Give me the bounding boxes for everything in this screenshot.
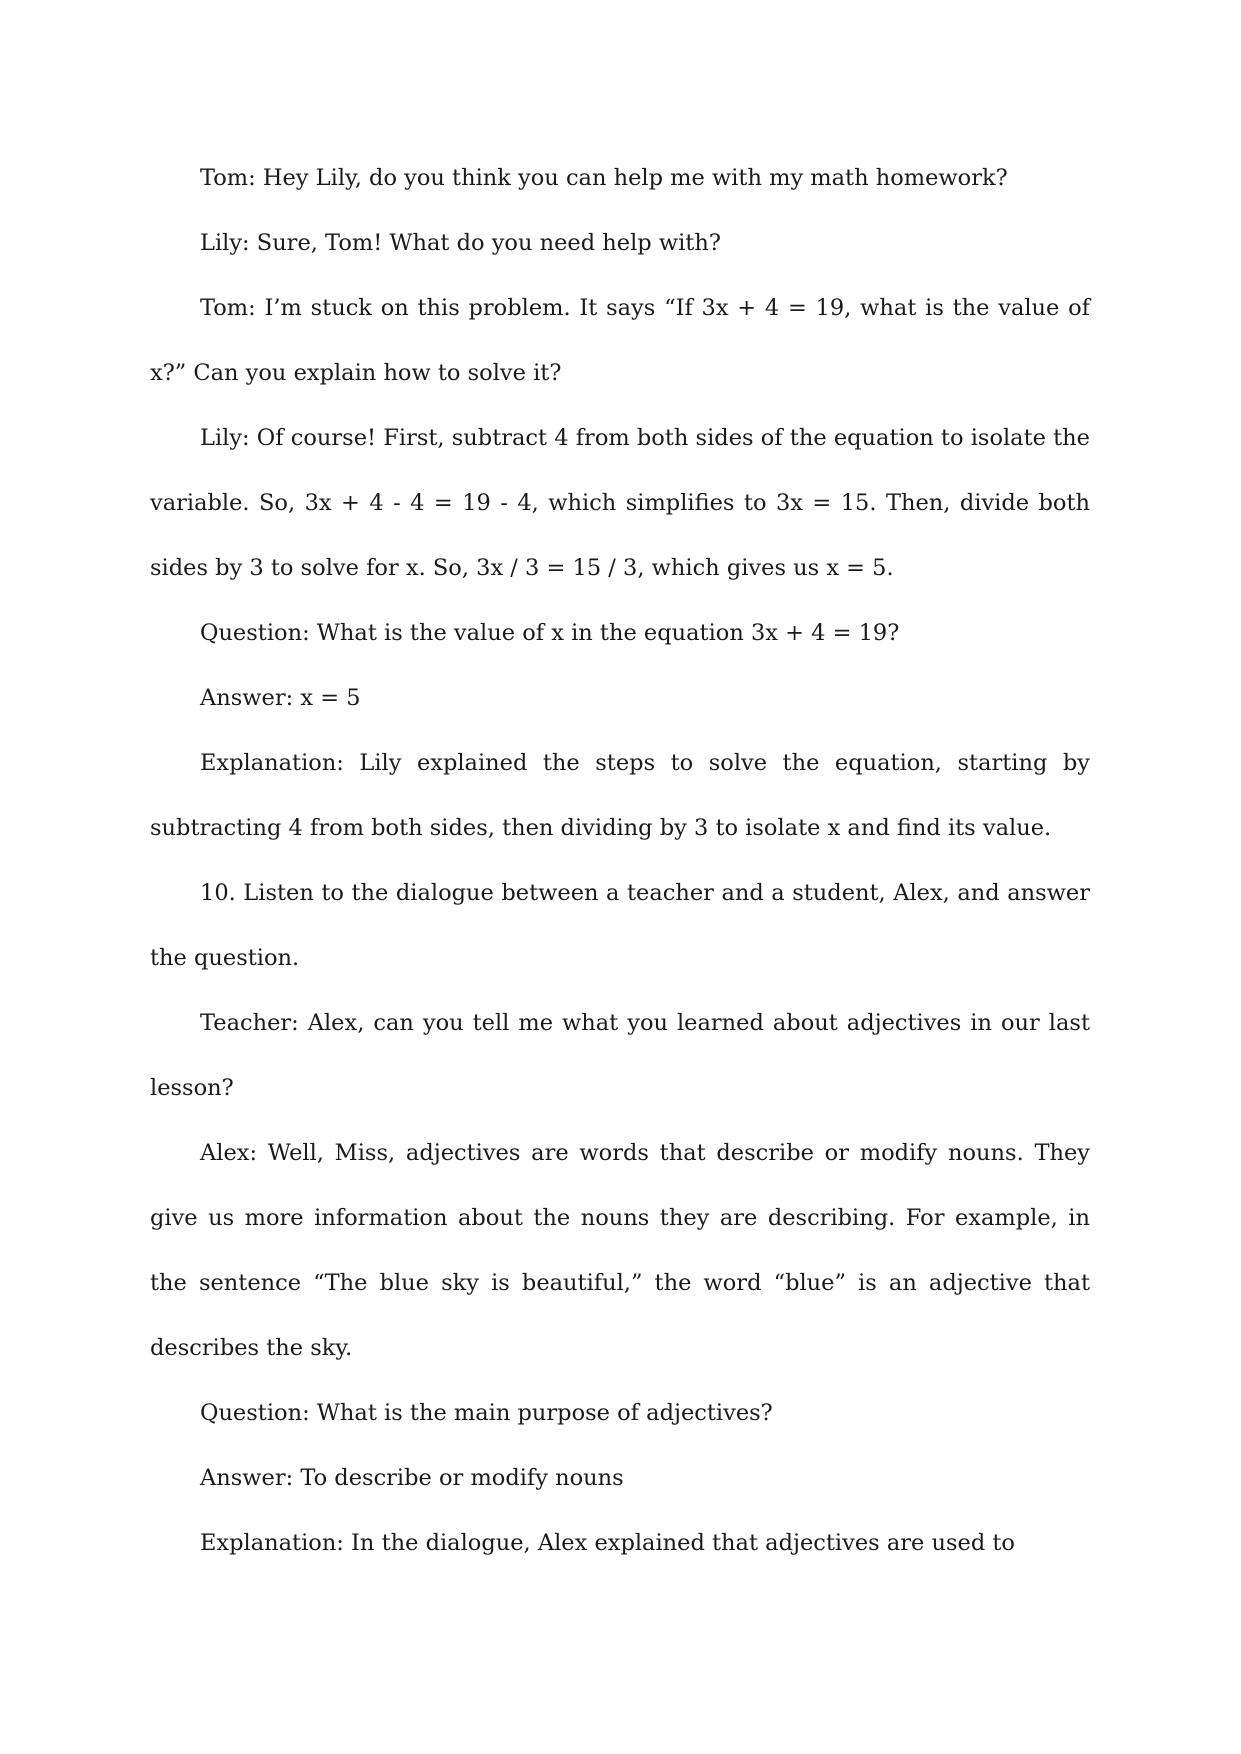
question-9: Question: What is the value of x in the equation 3x + 4 = 19? bbox=[200, 620, 900, 646]
dialogue-lily-explanation: Lily: Of course! First, subtract 4 from both sides of the equation to isolate the variable. So, 3x + 4 - 4 = 19 - 4, which simplifies to 3x = 15. Then, divide both sides by 3 to solve for x. So, 3x / 3 = 15 / 3, which gives us x = 5. bbox=[150, 425, 1090, 581]
explanation-10: Explanation: In the dialogue, Alex explained that adjectives are used to bbox=[200, 1530, 1015, 1556]
dialogue-lily-reply: Lily: Sure, Tom! What do you need help with? bbox=[200, 230, 721, 256]
dialogue-tom-request: Tom: Hey Lily, do you think you can help me with my math homework? bbox=[200, 165, 1008, 191]
dialogue-tom-problem: Tom: I’m stuck on this problem. It says “If 3x + 4 = 19, what is the value of x?” Can you explain how to solve it? bbox=[150, 295, 1090, 386]
item-10-instruction: 10. Listen to the dialogue between a teacher and a student, Alex, and answer the question. bbox=[150, 880, 1090, 971]
dialogue-teacher-question: Teacher: Alex, can you tell me what you learned about adjectives in our last lesson? bbox=[150, 1010, 1090, 1101]
answer-10: Answer: To describe or modify nouns bbox=[200, 1465, 624, 1491]
dialogue-alex-answer: Alex: Well, Miss, adjectives are words that describe or modify nouns. They give us more information about the nouns they are describing. For example, in the sentence “The blue sky is beautiful,” the word “blue” is an adjective that describes the sky. bbox=[150, 1140, 1090, 1361]
answer-9: Answer: x = 5 bbox=[200, 685, 361, 711]
explanation-9: Explanation: Lily explained the steps to solve the equation, starting by subtracting 4 from both sides, then dividing by 3 to isolate x and find its value. bbox=[150, 750, 1090, 841]
document-page bbox=[150, 146, 1090, 1576]
question-10: Question: What is the main purpose of adjectives? bbox=[200, 1400, 773, 1426]
